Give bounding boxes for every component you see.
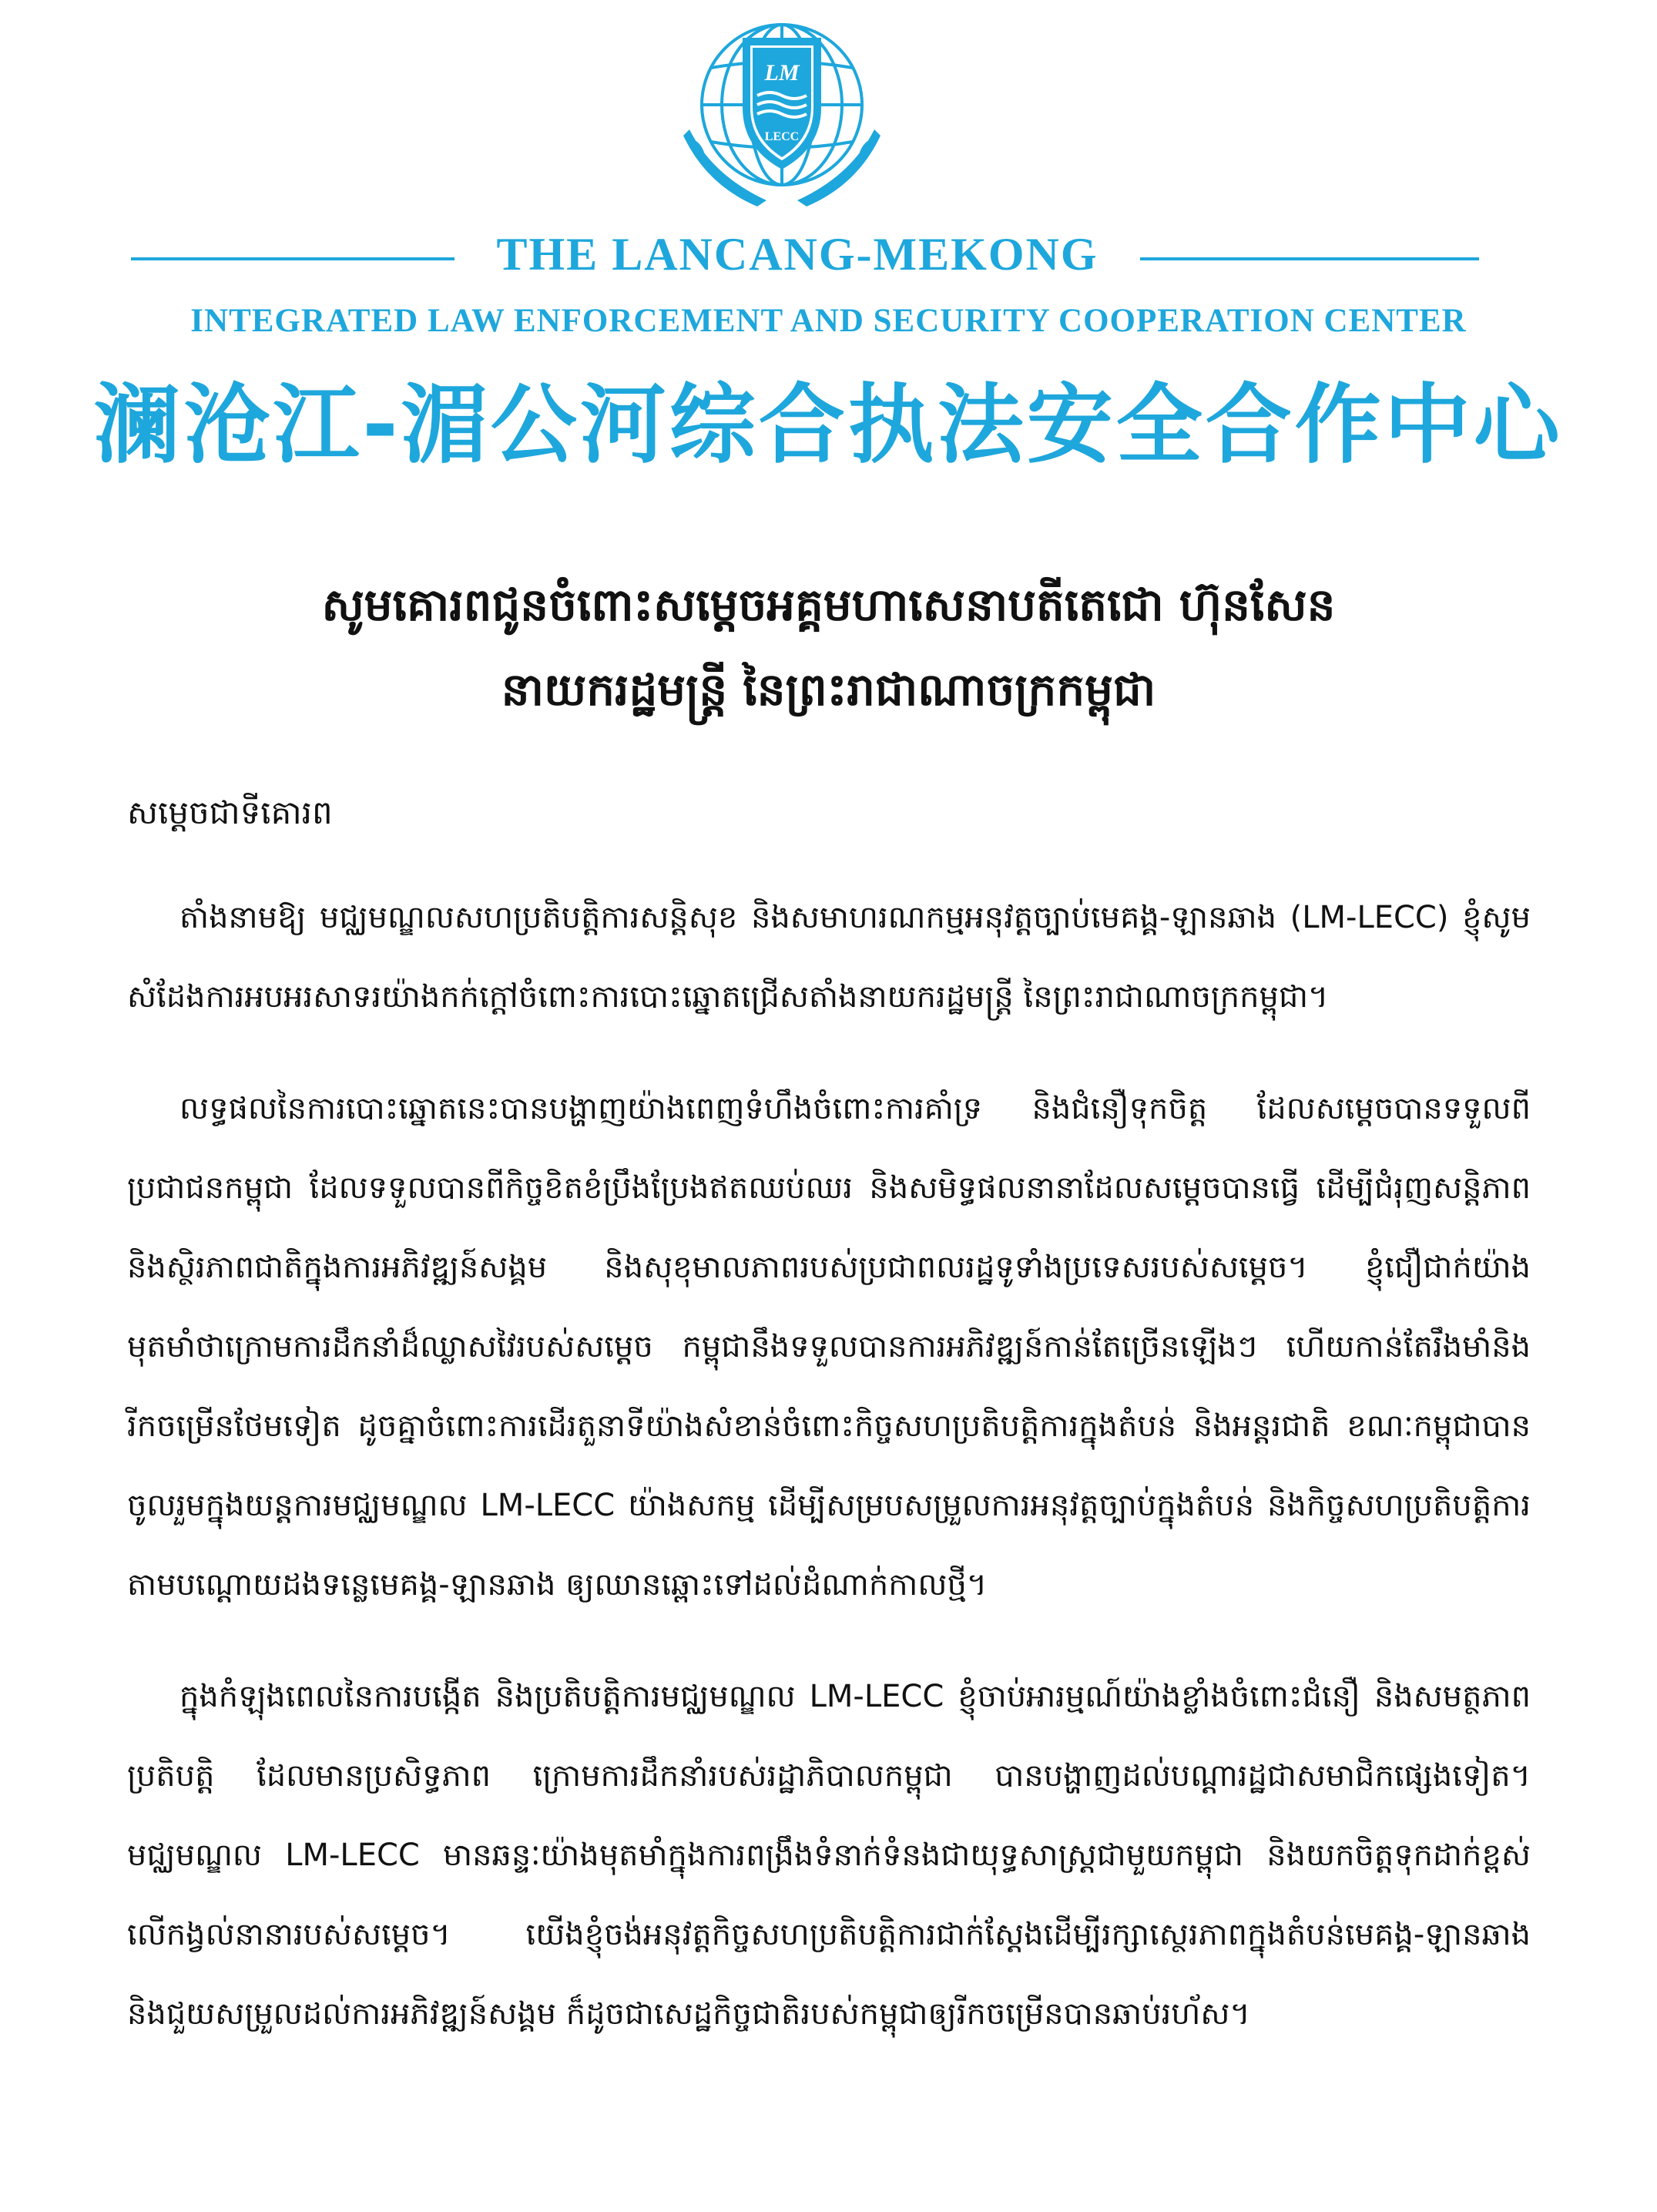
org-title-zh: 澜沧江-湄公河综合执法安全合作中心	[94, 375, 1563, 475]
letterhead	[0, 0, 1657, 478]
heading-line-2: នាយករដ្ឋមន្ត្រី នៃព្រះរាជាណាចក្រកម្ពុជា	[501, 663, 1156, 716]
letter-body	[127, 878, 1531, 2086]
org-title-en: THE LANCANG-MEKONG	[496, 229, 1099, 280]
logo-text-lm: LM	[764, 60, 800, 86]
right-divider	[1140, 257, 1479, 260]
left-divider	[131, 257, 455, 260]
paragraph-2: លទ្ធផលនៃការបោះឆ្នោតនេះបានបង្ហាញយ៉ាងពេញទំហឹងចំពោះការគាំទ្រ និងជំនឿទុកចិត្ត ដែលសម្តេចបានទទួលពីប្រជាជនកម្ពុជា ដែលទទួលបានពីកិច្ចខិតខំប្រឹងប្រែងឥតឈប់ឈរ និងសមិទ្ធផលនានាដែលសម្តេចបានធ្វើ ដើម្បីជំរុញសន្តិភាព និងស្ថិរភាពជាតិក្នុងការអភិវឌ្ឍន៍សង្គម និងសុខុមាលភាពរបស់ប្រជាពលរដ្ឋទូទាំងប្រទេសរបស់សម្តេច។ ខ្ញុំជឿជាក់យ៉ាងមុតមាំថាក្រោមការដឹកនាំដ៏ឈ្លាសវៃរបស់សម្តេច កម្ពុជានឹងទទួលបានការអភិវឌ្ឍន៍កាន់តែច្រើនឡើងៗ ហើយកាន់តែរឹងមាំនិងរីកចម្រើនថែមទៀត ដូចគ្នាចំពោះការដើរតួនាទីយ៉ាងសំខាន់ចំពោះកិច្ចសហប្រតិបត្តិការក្នុងតំបន់ និងអន្តរជាតិ ខណៈកម្ពុជាបានចូលរួមក្នុងយន្តការមជ្ឈមណ្ឌល LM-LECC យ៉ាងសកម្ម ដើម្បីសម្របសម្រួលការអនុវត្តច្បាប់ក្នុងតំបន់ និងកិច្ចសហប្រតិបត្តិការតាមបណ្តោយដងទន្លេមេគង្គ-ឡានឆាង ឲ្យឈានឆ្ពោះទៅដល់ដំណាក់កាលថ្មី។	[127, 1091, 1531, 1603]
heading-line-1: សូមគោរពជូនចំពោះសម្តេចអគ្គមហាសេនាបតីតេជោ ហ៊ុនសែន	[321, 579, 1336, 631]
salutation: សម្តេចជាទីគោរព	[127, 794, 333, 831]
paragraph-3: ក្នុងកំឡុងពេលនៃការបង្កើត និងប្រតិបត្តិការមជ្ឈមណ្ឌល LM-LECC ខ្ញុំចាប់អារម្មណ៍យ៉ាងខ្លាំងចំពោះជំនឿ និងសមត្ថភាពប្រតិបត្តិ ដែលមានប្រសិទ្ធភាព ក្រោមការដឹកនាំរបស់រដ្ឋាភិបាលកម្ពុជា បានបង្ហាញដល់បណ្តារដ្ឋជាសមាជិកផ្សេងទៀត។ មជ្ឈមណ្ឌល LM-LECC មានឆន្ទៈយ៉ាងមុតមាំក្នុងការពង្រឹងទំនាក់ទំនងជាយុទ្ធសាស្ត្រជាមួយកម្ពុជា និងយកចិត្តទុកដាក់ខ្ពស់លើកង្វល់នានារបស់សម្តេច។ យើងខ្ញុំចង់អនុវត្តកិច្ចសហប្រតិបត្តិការជាក់ស្តែងដើម្បីរក្សាស្ថេរភាពក្នុងតំបន់មេគង្គ-ឡានឆាង និងជួយសម្រួលដល់ការអភិវឌ្ឍន៍សង្គម ក៏ដូចជាសេដ្ឋកិច្ចជាតិរបស់កម្ពុជាឲ្យរីកចម្រើនបានឆាប់រហ័ស។	[127, 1679, 1531, 2032]
globe-shield-laurel-logo	[666, 14, 897, 227]
logo-text-lecc: LECC	[764, 130, 800, 143]
org-subtitle-en: INTEGRATED LAW ENFORCEMENT AND SECURITY COOPERATION CENTER	[190, 303, 1467, 339]
paragraph-1: តាំងនាមឱ្យ មជ្ឈមណ្ឌលសហប្រតិបត្តិការសន្តិសុខ និងសមាហរណកម្មអនុវត្តច្បាប់មេគង្គ-ឡានឆាង (LM-LECC) ខ្ញុំសូមសំដែងការអបអរសាទរយ៉ាងកក់ក្តៅចំពោះការបោះឆ្នោតជ្រើសតាំងនាយករដ្ឋមន្ត្រី នៃព្រះរាជាណាចក្រកម្ពុជា។	[127, 900, 1531, 1015]
document-heading	[0, 562, 1657, 732]
